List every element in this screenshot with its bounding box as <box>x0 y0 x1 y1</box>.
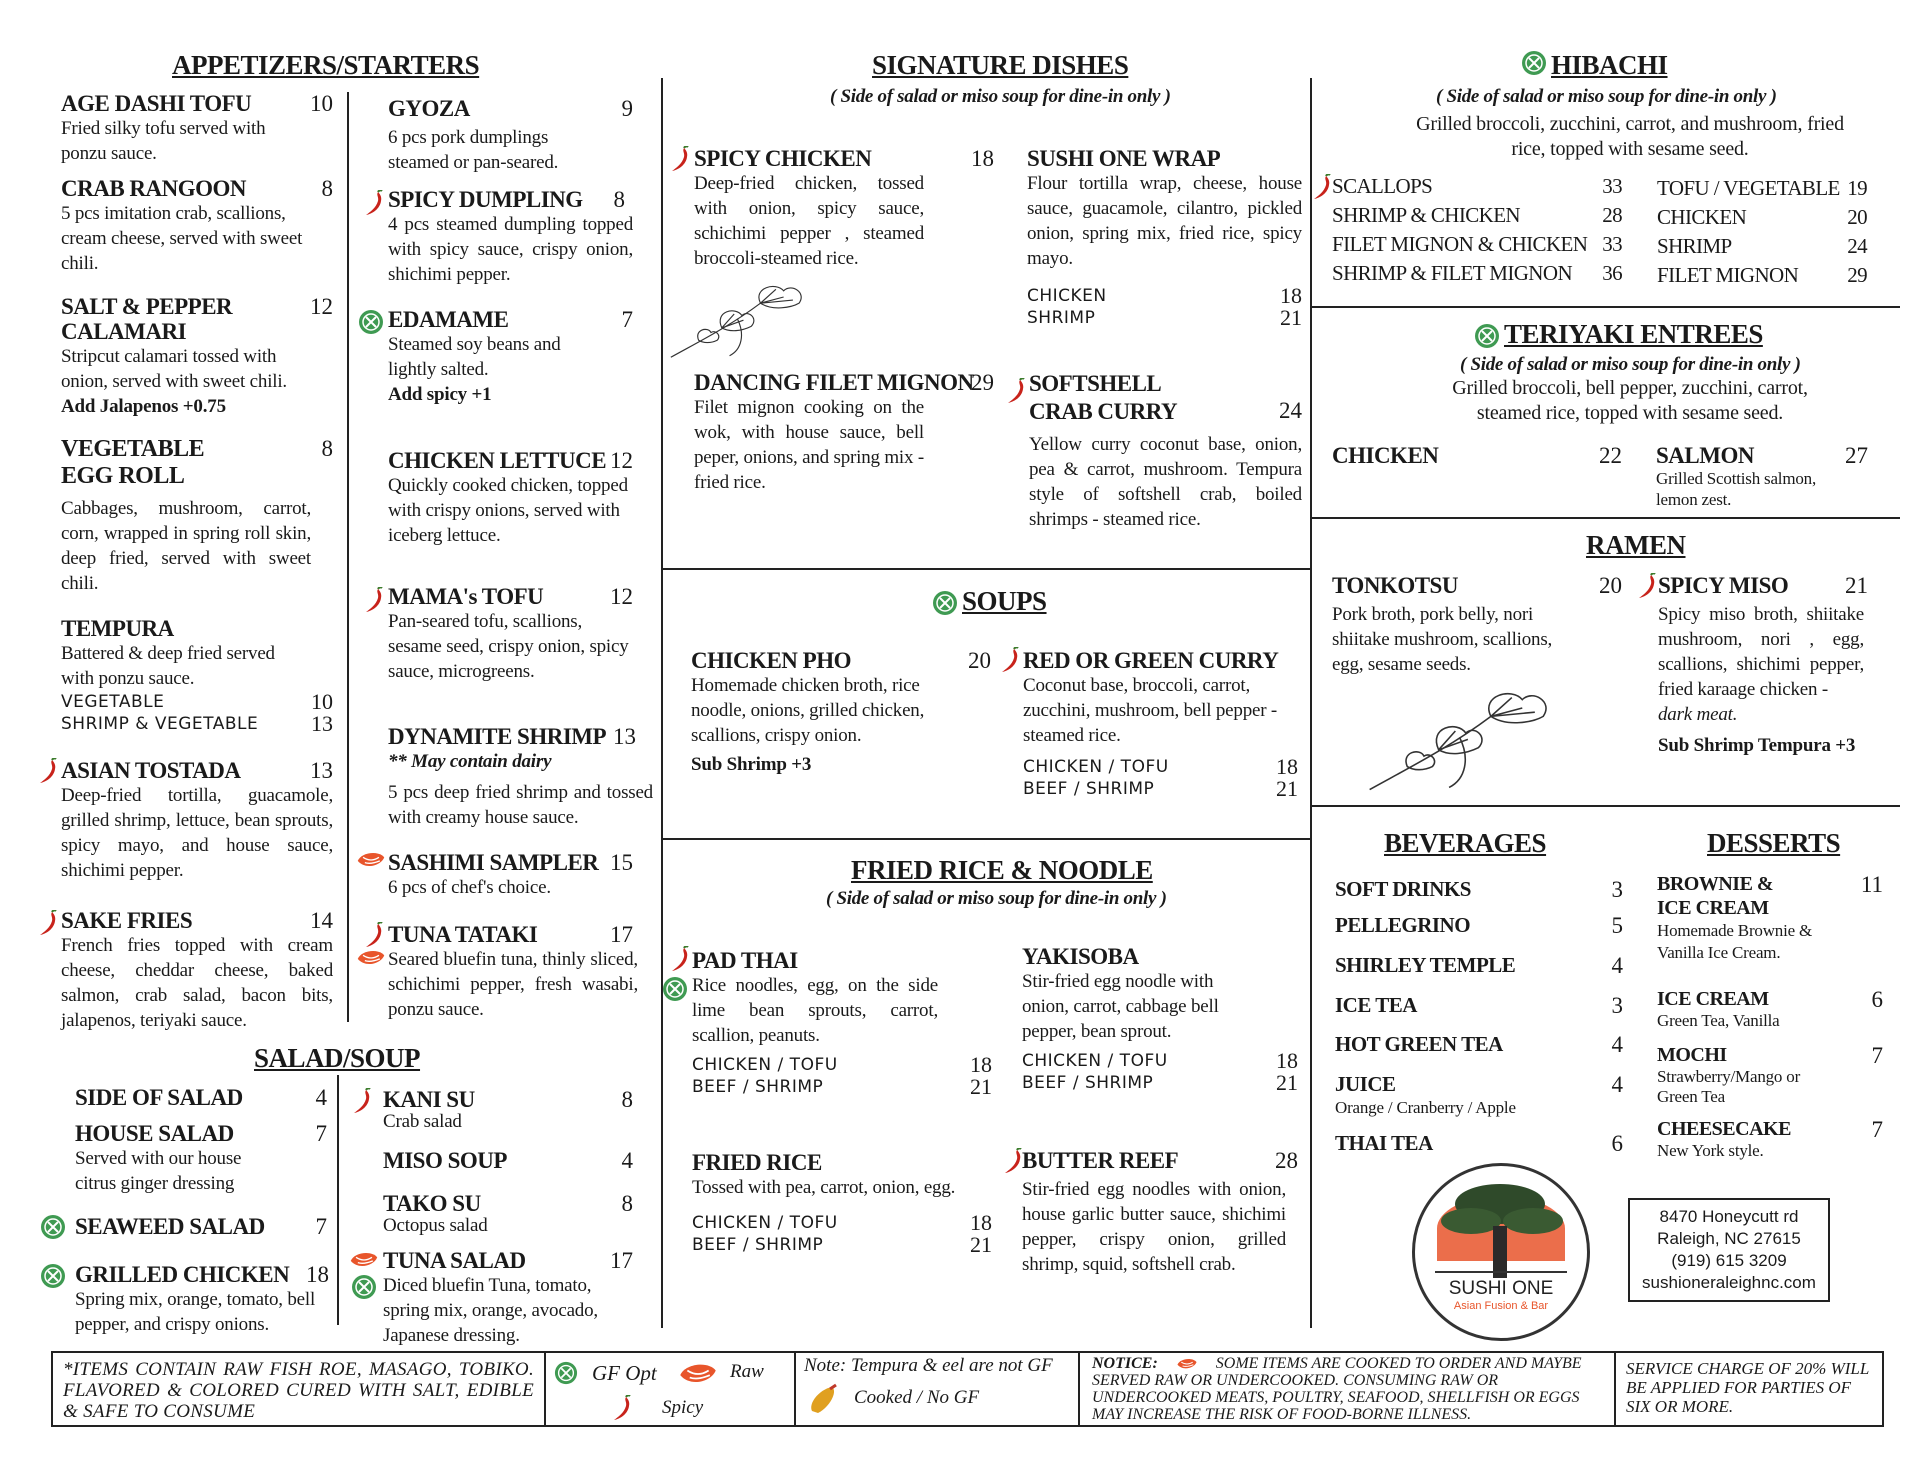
hibachi-subtitle: ( Side of salad or miso soup for dine-in only ) <box>1436 86 1777 107</box>
beverages-heading: BEVERAGES <box>1384 828 1547 858</box>
spicy-icon <box>1003 1148 1023 1174</box>
menu-item: CHICKEN 22 <box>1332 443 1622 468</box>
menu-item: CHICKEN LETTUCE 12 Quickly cooked chicken, topped with crispy onions, served with iceberg lettuce. <box>388 448 633 546</box>
restaurant-logo <box>1412 1163 1590 1341</box>
hibachi-item: SHRIMP 24 <box>1657 234 1867 258</box>
spicy-icon <box>1006 378 1026 404</box>
menu-item: SALT & PEPPER CALAMARI 12 Stripcut calamari tossed with onion, served with sweet chili. Add Jalapenos +0.75 <box>61 294 333 417</box>
notice-label: NOTICE: <box>1092 1355 1158 1372</box>
menu-item: PAD THAI Rice noodles, egg, on the side lime bean sprouts, carrot, scallion, peanuts. CHICKEN / TOFU 18 BEEF / SHRIMP 21 <box>692 948 992 1099</box>
gf-icon <box>40 1263 66 1289</box>
logo-name: SUSHI ONE <box>1448 1278 1554 1299</box>
menu-item: GYOZA 9 6 pcs pork dumplings steamed or pan-seared. <box>388 96 633 173</box>
beverage-item: SHIRLEY TEMPLE 4 <box>1335 953 1623 978</box>
menu-item: CRAB RANGOON 8 5 pcs imitation crab, scallions, cream cheese, served with sweet chili. <box>61 176 333 274</box>
spicy-icon <box>364 587 384 613</box>
dessert-item: MOCHI 7 Strawberry/Mango or Green Tea <box>1657 1043 1883 1106</box>
divider-soups-fried <box>661 838 1312 840</box>
menu-item: SASHIMI SAMPLER 15 6 pcs of chef's choice. <box>388 850 633 898</box>
menu-item: TAKO SU 8 Octopus salad <box>383 1191 633 1236</box>
logo-tagline: Asian Fusion & Bar <box>1453 1300 1549 1312</box>
spicy-icon <box>364 922 384 948</box>
hibachi-item: SCALLOPS 33 <box>1332 174 1622 198</box>
hibachi-item: TOFU / VEGETABLE 19 <box>1657 176 1867 200</box>
address-city: Raleigh, NC 27615 <box>1657 1229 1801 1248</box>
menu-item: KANI SU 8 Crab salad <box>383 1087 633 1132</box>
hibachi-item: SHRIMP & FILET MIGNON 36 <box>1332 261 1622 285</box>
desserts-heading: DESSERTS <box>1707 828 1841 858</box>
menu-item: AGE DASHI TOFU 10 Fried silky tofu served with ponzu sauce. <box>61 91 333 164</box>
spicy-icon <box>38 910 58 936</box>
menu-item: SALMON 27 Grilled Scottish salmon, lemon zest. <box>1656 443 1868 509</box>
footer-tempura-note: Note: Tempura & eel are not GF Cooked / No GF <box>794 1351 1080 1427</box>
menu-item: SUSHI ONE WRAP Flour tortilla wrap, cheese, house sauce, guacamole, cilantro, pickled onion, spring mix, fried rice, spicy mayo. CHICKEN 18 SHRIMP 21 <box>1027 146 1302 330</box>
spicy-icon <box>612 1395 632 1421</box>
gf-icon <box>932 590 958 616</box>
menu-item: VEGETABLE EGG ROLL 8 Cabbages, mushroom, carrot, corn, wrapped in spring roll skin, deep fried, served with sweet chili. <box>61 436 333 594</box>
hibachi-item: CHICKEN 20 <box>1657 205 1867 229</box>
divider-col3 <box>1310 78 1312 1328</box>
raw-icon <box>349 1250 379 1270</box>
legend-cooked-label: Cooked / No GF <box>854 1387 980 1408</box>
teriyaki-subtitle: ( Side of salad or miso soup for dine-in only ) <box>1460 354 1801 375</box>
menu-item: ASIAN TOSTADA 13 Deep-fried tortilla, guacamole, grilled shrimp, lettuce, bean sprouts, spicy mayo, and house sauce, shichimi pepper. <box>61 758 333 881</box>
menu-item: RED OR GREEN CURRY Coconut base, broccoli, carrot, zucchini, mushroom, bell pepper - steamed rice. CHICKEN / TOFU 18 BEEF / SHRIMP 21 <box>1023 648 1298 801</box>
legend-gf-label: GF Opt <box>592 1361 657 1385</box>
hibachi-description: Grilled broccoli, zucchini, carrot, and mushroom, fried rice, topped with sesame seed. <box>1416 113 1844 160</box>
raw-icon <box>356 850 386 870</box>
menu-item: TEMPURA Battered & deep fried served with ponzu sauce. VEGETABLE 10 SHRIMP & VEGETABLE 13 <box>61 616 333 736</box>
divider-salad <box>337 1075 339 1325</box>
menu-item: EDAMAME 7 Steamed soy beans and lightly salted. Add spicy +1 <box>388 307 633 405</box>
fried-heading: FRIED RICE & NOODLE <box>851 855 1153 885</box>
menu-item: BUTTER REEF 28 Stir-fried egg noodles with onion, house garlic butter sauce, shichimi pepper, crispy onion, grilled shrimp, squid, softshell crab. <box>1022 1148 1298 1275</box>
tempura-icon <box>806 1383 840 1417</box>
appetizers-heading: APPETIZERS/STARTERS <box>172 50 480 80</box>
soups-heading: SOUPS <box>962 586 1047 616</box>
menu-item: SAKE FRIES 14 French fries topped with cream cheese, cheddar cheese, baked salmon, crab salad, bacon bits, jalapenos, teriyaki sauce. <box>61 908 333 1031</box>
menu-item: YAKISOBA Stir-fried egg noodle with onion, carrot, cabbage bell pepper, bean sprout. CHICKEN / TOFU 18 BEEF / SHRIMP 21 <box>1022 944 1298 1095</box>
menu-item: SIDE OF SALAD 4 <box>75 1085 327 1110</box>
spicy-icon <box>352 1088 372 1114</box>
divider-ter-ramen <box>1310 517 1900 519</box>
menu-item: TUNA SALAD 17 Diced bluefin Tuna, tomato, spring mix, orange, avocado, Japanese dressing. <box>383 1248 633 1346</box>
spicy-icon <box>670 146 690 172</box>
leaf-illustration <box>1345 685 1595 800</box>
address-street: 8470 Honeycutt rd <box>1659 1207 1799 1226</box>
beverage-item: THAI TEA 6 <box>1335 1131 1623 1156</box>
hibachi-item: FILET MIGNON & CHICKEN 33 <box>1332 232 1622 256</box>
gf-icon <box>40 1214 66 1240</box>
spicy-icon <box>1312 174 1332 200</box>
spicy-icon <box>670 946 690 972</box>
spicy-icon <box>38 758 58 784</box>
salad-heading: SALAD/SOUP <box>254 1043 421 1073</box>
gf-icon <box>351 1274 377 1300</box>
teriyaki-description: Grilled broccoli, bell pepper, zucchini, carrot, steamed rice, topped with sesame seed. <box>1452 377 1808 424</box>
signature-subtitle: ( Side of salad or miso soup for dine-in only ) <box>830 86 1171 107</box>
divider-hib-ter <box>1310 306 1900 308</box>
gf-icon <box>554 1361 578 1385</box>
fried-subtitle: ( Side of salad or miso soup for dine-in only ) <box>826 888 1167 909</box>
spicy-icon <box>1637 573 1657 599</box>
menu-item: SPICY DUMPLING 8 4 pcs steamed dumpling topped with spicy sauce, crispy onion, shichimi pepper. <box>388 187 633 285</box>
raw-icon <box>1170 1357 1204 1371</box>
divider-col1 <box>347 92 349 1022</box>
beverage-item: JUICE 4 Orange / Cranberry / Apple <box>1335 1072 1623 1117</box>
spicy-icon <box>1000 647 1020 673</box>
teriyaki-heading: TERIYAKI ENTREES <box>1504 319 1763 349</box>
gf-icon <box>662 976 688 1002</box>
raw-icon <box>676 1361 720 1387</box>
menu-item: DANCING FILET MIGNON 29 Filet mignon cooking on the wok, with house sauce, bell peper, onions, and spring mix - fried rice. <box>694 370 994 493</box>
ramen-heading: RAMEN <box>1586 530 1686 560</box>
raw-icon <box>356 948 386 968</box>
menu-item: SPICY MISO 21 Spicy miso broth, shiitake mushroom, nori , egg, scallions, shichimi pepper, fried karaage chicken - dark meat. Sub Shrimp Tempura +3 <box>1658 573 1868 756</box>
legend-raw-label: Raw <box>730 1361 764 1382</box>
address-website[interactable]: sushioneraleighnc.com <box>1642 1273 1816 1292</box>
signature-heading: SIGNATURE DISHES <box>872 50 1129 80</box>
beverage-item: ICE TEA 3 <box>1335 993 1623 1018</box>
address-phone: (919) 615 3209 <box>1671 1251 1787 1270</box>
menu-item: SOFTSHELL CRAB CURRY 24 Yellow curry coconut base, onion, pea & carrot, mushroom. Tempura style of softshell crab, boiled shrimps - steamed rice. <box>1029 371 1302 530</box>
divider-col2 <box>661 78 663 1328</box>
beverage-item: PELLEGRINO 5 <box>1335 913 1623 938</box>
beverage-item: HOT GREEN TEA 4 <box>1335 1032 1623 1057</box>
menu-item: MISO SOUP 4 <box>383 1148 633 1173</box>
menu-item: DYNAMITE SHRIMP 13 ** May contain dairy 5 pcs deep fried shrimp and tossed with creamy house sauce. <box>388 724 653 828</box>
divider-sig-soups <box>661 568 1312 570</box>
beverage-item: SOFT DRINKS 3 <box>1335 877 1623 902</box>
footer-notice: NOTICE: SOME ITEMS ARE COOKED TO ORDER AND MAYBE SERVED RAW OR UNDERCOOKED. CONSUMING RAW OR UNDERCOOKED MEATS, POULTRY, SEAFOOD, SHELLFISH OR EGGS MAY INCREASE THE RISK OF FOOD-BORNE ILLNESS. <box>1078 1351 1616 1427</box>
dessert-item: ICE CREAM 6 Green Tea, Vanilla <box>1657 987 1883 1030</box>
menu-item: HOUSE SALAD 7 Served with our house citrus ginger dressing <box>75 1121 327 1194</box>
gf-icon <box>358 309 384 335</box>
menu-item: TONKOTSU 20 Pork broth, pork belly, nori shiitake mushroom, scallions, egg, sesame seeds. <box>1332 573 1622 675</box>
divider-ramen-bev <box>1310 805 1900 807</box>
dessert-item: CHEESECAKE 7 New York style. <box>1657 1117 1883 1160</box>
footer-service-charge: SERVICE CHARGE OF 20% WILL BE APPLIED FOR PARTIES OF SIX OR MORE. <box>1614 1351 1884 1427</box>
gf-icon <box>1521 50 1547 76</box>
menu-item: SEAWEED SALAD 7 <box>75 1214 327 1239</box>
menu-item: GRILLED CHICKEN 18 Spring mix, orange, tomato, bell pepper, and crispy onions. <box>75 1262 329 1335</box>
hibachi-item: SHRIMP & CHICKEN 28 <box>1332 203 1622 227</box>
footer-raw-notice: *ITEMS CONTAIN RAW FISH ROE, MASAGO, TOBIKO. FLAVORED & COLORED CURED WITH SALT, EDIBLE & SAFE TO CONSUME <box>51 1351 546 1427</box>
spicy-icon <box>364 190 384 216</box>
menu-item: FRIED RICE Tossed with pea, carrot, onion, egg. CHICKEN / TOFU 18 BEEF / SHRIMP 21 <box>692 1150 992 1257</box>
address-box <box>1628 1198 1830 1302</box>
menu-item: CHICKEN PHO 20 Homemade chicken broth, rice noodle, onions, grilled chicken, scallions, crispy onion. Sub Shrimp +3 <box>691 648 991 775</box>
legend-spicy-label: Spicy <box>662 1397 704 1418</box>
gf-icon <box>1474 323 1500 349</box>
hibachi-heading: HIBACHI <box>1551 50 1668 80</box>
menu-item: MAMA's TOFU 12 Pan-seared tofu, scallions, sesame seed, crispy onion, spicy sauce, microgreens. <box>388 584 633 682</box>
dessert-item: BROWNIE & ICE CREAM 11 Homemade Brownie & Vanilla Ice Cream. <box>1657 872 1883 962</box>
footer-legend <box>544 1351 796 1427</box>
menu-item: SPICY CHICKEN 18 Deep-fried chicken, tossed with onion, spicy sauce, schichimi pepper , steamed broccoli-steamed rice. <box>694 146 994 269</box>
menu-item: TUNA TATAKI 17 Seared bluefin tuna, thinly sliced, schichimi pepper, fresh wasabi, ponzu sauce. <box>388 922 638 1020</box>
leaf-illustration <box>665 280 825 365</box>
hibachi-item: FILET MIGNON 29 <box>1657 263 1867 287</box>
